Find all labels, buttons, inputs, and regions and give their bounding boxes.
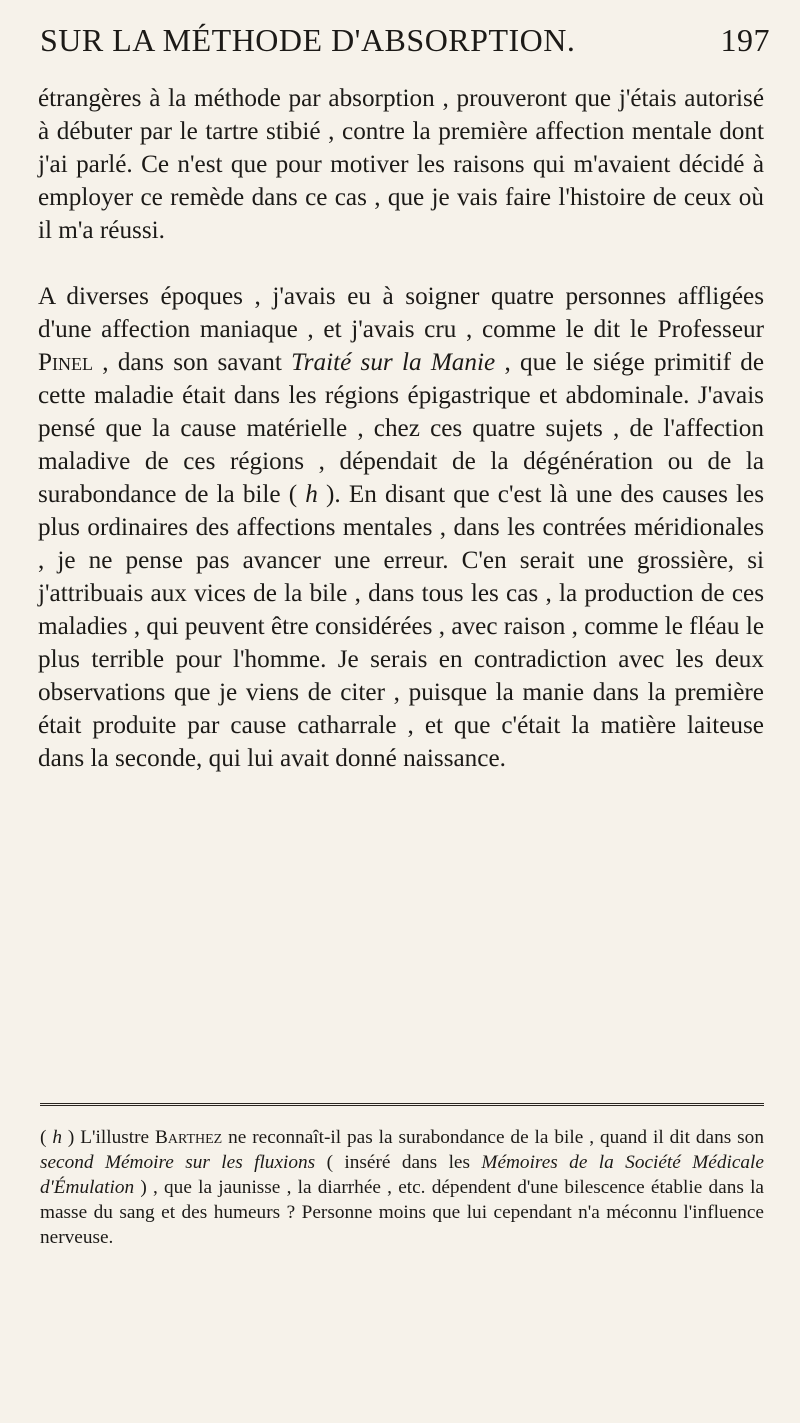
footnote-text-a: L'illustre: [80, 1127, 150, 1148]
book-title-traite: Traité sur la Manie: [291, 349, 496, 376]
author-name-pinel: Pinel: [38, 349, 93, 376]
footnote-marker-open: (: [40, 1127, 47, 1148]
footnote-title-societe: Mémoires de la Société Médicale d'Émulation: [40, 1152, 764, 1198]
footnote-reference: h: [305, 481, 318, 508]
footnote-text-d: ) , que la jaunisse , la diarrhée , etc. dépendent d'une bilescence établie dans la masse du sang et des humeurs ? Personne moins que lui cependant n'a méconnu l'influence nerveuse.: [40, 1177, 764, 1248]
paragraph-2: [38, 280, 764, 775]
footnote-marker: h: [52, 1127, 62, 1148]
footnote-marker-close: ): [67, 1127, 75, 1148]
paragraph-2-text-b: , dans son savant: [102, 349, 282, 376]
author-name-barthez: Barthez: [154, 1127, 223, 1148]
footnote-title-memoire: second Mémoire sur les fluxions: [40, 1152, 316, 1173]
footnote: [40, 1125, 764, 1250]
footnote-text-c: ( inséré dans les: [326, 1152, 470, 1173]
page-number: 197: [720, 22, 770, 58]
paragraph-2-text-a: A diverses époques , j'avais eu à soigner quatre personnes affligées d'une affection maniaque , et j'avais cru , comme le dit le Professeur: [38, 283, 764, 343]
paragraph-2-text-d: ). En disant que c'est là une des causes les plus ordinaires des affections mentales , dans les contrées méridionales , je ne pense pas avancer une erreur. C'en serait une grossière, si j'attribuais aux vices de la bile , dans tous les cas , la production de ces maladies , qui peuvent être considérées , avec raison , comme le fléau le plus terrible pour l'homme. Je serais en contradiction avec les deux observations que je viens de citer , puisque la manie dans la première était produite par cause catharrale , et que c'était la matière laiteuse dans la seconde, qui lui avait donné naissance.: [38, 481, 764, 772]
running-header: [40, 22, 770, 59]
footnote-separator: [40, 1103, 764, 1106]
main-text: [38, 82, 764, 775]
paragraph-1: étrangères à la méthode par absorption , prouveront que j'étais autorisé à débuter par le tartre stibié , contre la première affection mentale dont j'ai parlé. Ce n'est que pour motiver les raisons qui m'avaient décidé à employer ce remède dans ce cas , que je vais faire l'histoire de ceux où il m'a réussi.: [38, 85, 764, 244]
running-title: SUR LA MÉTHODE D'ABSORPTION.: [40, 22, 576, 58]
paragraph-2-text-c: , que le siége primitif de cette maladie était dans les régions épigastrique et abdominale. J'avais pensé que la cause matérielle , chez ces quatre sujets , de l'affection maladive de ces régions , dépendait de la dégénération ou de la surabondance de la bile (: [38, 349, 765, 508]
footnote-text-b: ne reconnaît-il pas la surabondance de la bile , quand il dit dans son: [228, 1127, 764, 1148]
